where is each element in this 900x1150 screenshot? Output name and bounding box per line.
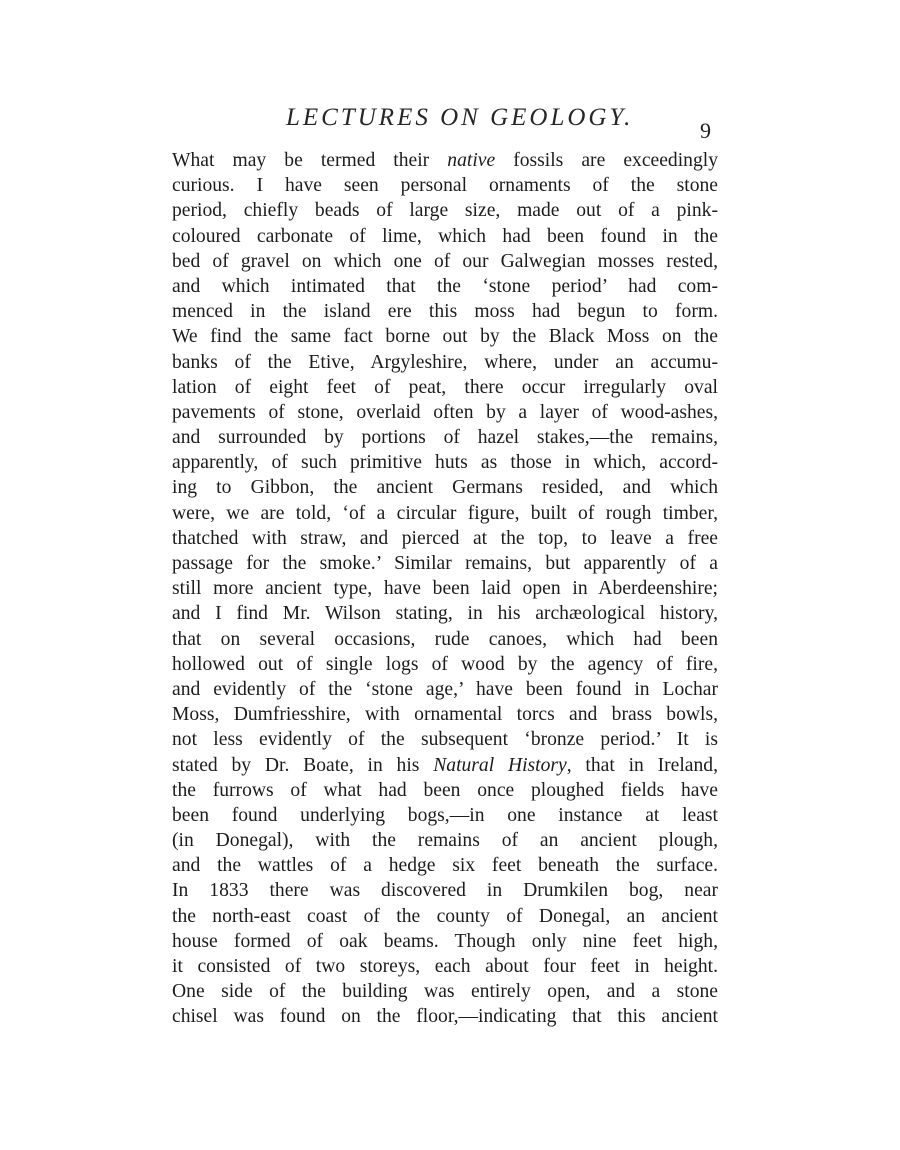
text-segment: banks of the Etive, Argyleshire, where, under an accumu-: [172, 351, 718, 373]
text-line: [172, 576, 718, 601]
text-line: [172, 501, 718, 526]
text-segment: bed of gravel on which one of our Galwegian mosses rested,: [172, 250, 718, 272]
text-segment: were, we are told, ‘of a circular figure, built of rough timber,: [172, 502, 718, 524]
text-line: [172, 702, 718, 727]
text-line: [172, 627, 718, 652]
text-line: [172, 727, 718, 752]
text-segment: In 1833 there was discovered in Drumkilen bog, near: [172, 880, 718, 902]
text-segment: the north-east coast of the county of Donegal, an ancient: [172, 905, 718, 927]
text-segment: period, chiefly beads of large size, made out of a pink-: [172, 200, 718, 222]
text-line: [172, 677, 718, 702]
text-line: [172, 878, 718, 903]
text-line: [172, 249, 718, 274]
text-segment: fossils are exceedingly: [495, 150, 718, 171]
text-segment: ing to Gibbon, the ancient Germans resided, and which: [172, 477, 718, 499]
text-line: [172, 274, 718, 299]
text-line: [172, 299, 718, 324]
text-segment: lation of eight feet of peat, there occur irregularly oval: [172, 376, 718, 398]
text-line: [172, 601, 718, 626]
page-number: 9: [700, 118, 711, 143]
text-line: [172, 450, 718, 475]
text-segment: and which intimated that the ‘stone period’ had com-: [172, 275, 718, 297]
text-segment: We find the same fact borne out by the Black Moss on the: [172, 326, 718, 348]
text-segment: chisel was found on the floor,—indicating that this ancient: [172, 1006, 718, 1028]
text-segment: pavements of stone, overlaid often by a layer of wood-ashes,: [172, 401, 718, 423]
text-segment: (in Donegal), with the remains of an ancient plough,: [172, 830, 718, 852]
text-line: [172, 350, 718, 375]
text-segment: not less evidently of the subsequent ‘bronze period.’ It is: [172, 729, 718, 751]
text-segment: Moss, Dumfriesshire, with ornamental torcs and brass bowls,: [172, 704, 718, 726]
text-segment: the furrows of what had been once ploughed fields have: [172, 779, 718, 801]
text-segment: house formed of oak beams. Though only nine feet high,: [172, 930, 718, 952]
text-line: [172, 828, 718, 853]
text-line: [172, 198, 718, 223]
text-line: [172, 904, 718, 929]
text-line: [172, 652, 718, 677]
text-line: [172, 173, 718, 198]
text-segment: What may be termed their: [172, 150, 448, 171]
text-line: [172, 425, 718, 450]
text-segment: menced in the island ere this moss had begun to form.: [172, 301, 718, 323]
text-segment: and surrounded by portions of hazel stakes,—the remains,: [172, 427, 718, 449]
text-segment: One side of the building was entirely open, and a stone: [172, 981, 718, 1003]
text-segment: curious. I have seen personal ornaments of the stone: [172, 175, 718, 197]
text-line: [172, 526, 718, 551]
text-segment: and evidently of the ‘stone age,’ have been found in Lochar: [172, 678, 718, 700]
text-line: [172, 929, 718, 954]
text-line: [172, 148, 718, 173]
text-segment: , that in Ireland,: [566, 754, 718, 776]
text-line: [172, 551, 718, 576]
text-line: [172, 803, 718, 828]
text-segment: hollowed out of single logs of wood by the agency of fire,: [172, 653, 718, 675]
page-header: [0, 104, 900, 143]
text-line: [172, 1004, 718, 1029]
text-segment: that on several occasions, rude canoes, which had been: [172, 628, 718, 650]
text-segment: it consisted of two storeys, each about four feet in height.: [172, 956, 718, 977]
text-segment: and I find Mr. Wilson stating, in his archæological history,: [172, 603, 718, 625]
italic-text: Natural History: [433, 754, 567, 776]
text-line: [172, 954, 718, 979]
text-line: [172, 853, 718, 878]
text-line: [172, 375, 718, 400]
text-line: [172, 324, 718, 349]
running-title: LECTURES ON GEOLOGY.: [286, 104, 634, 131]
text-segment: and the wattles of a hedge six feet beneath the surface.: [172, 855, 718, 877]
body-text: [172, 148, 718, 1030]
text-segment: still more ancient type, have been laid open in Aberdeenshire;: [172, 578, 718, 600]
text-line: [172, 979, 718, 1004]
text-line: [172, 475, 718, 500]
text-segment: thatched with straw, and pierced at the top, to leave a free: [172, 527, 718, 549]
text-line: [172, 778, 718, 803]
text-line: [172, 753, 718, 778]
text-segment: stated by Dr. Boate, in his: [172, 754, 434, 776]
text-segment: been found underlying bogs,—in one instance at least: [172, 804, 718, 826]
text-line: [172, 224, 718, 249]
text-line: [172, 400, 718, 425]
italic-text: native: [447, 150, 496, 171]
text-segment: coloured carbonate of lime, which had been found in the: [172, 225, 718, 247]
text-segment: passage for the smoke.’ Similar remains, but apparently of a: [172, 553, 718, 574]
text-segment: apparently, of such primitive huts as those in which, accord-: [172, 452, 718, 474]
